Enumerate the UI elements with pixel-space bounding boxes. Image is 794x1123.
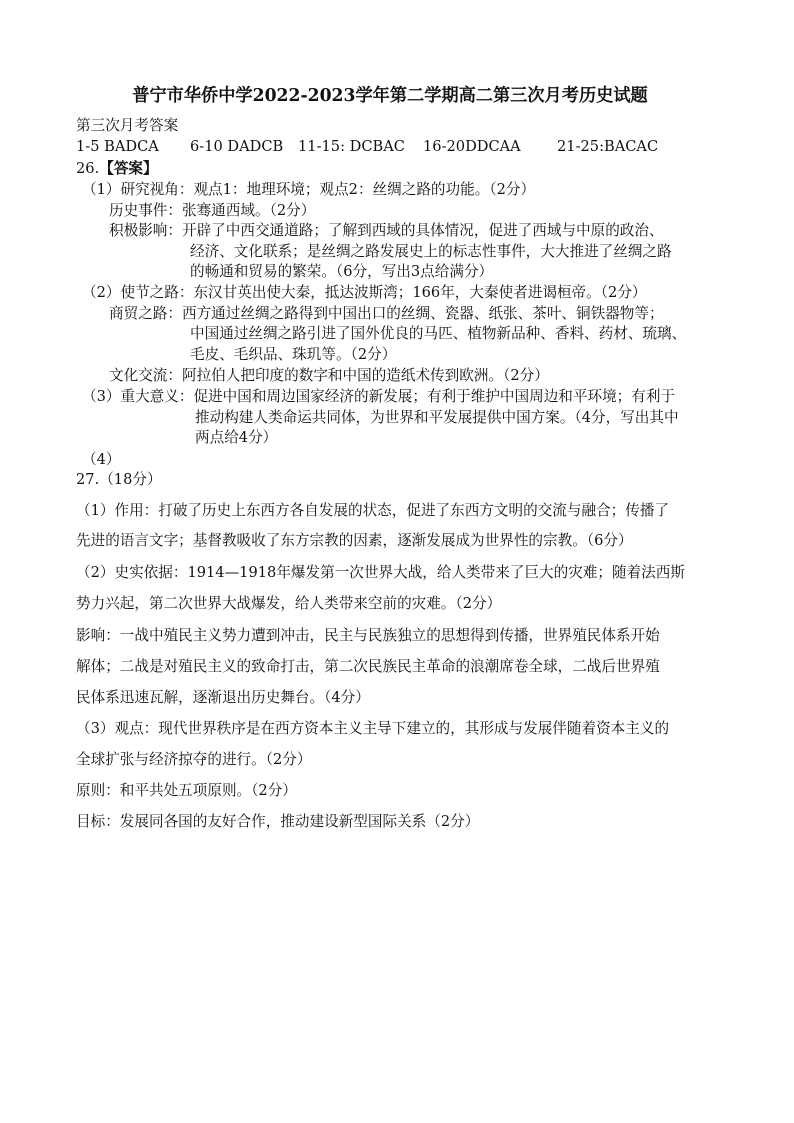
choice-key-16-20: 16-20DDCAA (423, 138, 521, 155)
question-27-heading: 27.（18分） (76, 471, 162, 488)
choice-key-6-10: 6-10 DADCB (190, 138, 284, 155)
question-number: 26. (76, 160, 100, 177)
q27-part3-line3: 原则：和平共处五项原则。（2分） (76, 782, 297, 799)
answer-tag: 【答案】 (99, 160, 158, 177)
q27-part2-line2: 势力兴起，第二次世界大战爆发，给人类带来空前的灾难。（2分） (76, 595, 502, 612)
q27-part2-line5: 民体系迅速瓦解，逐渐退出历史舞台。（4分） (76, 689, 370, 706)
q26-part3-line1: （3）重大意义：促进中国和周边国家经济的新发展；有利于维护中国周边和平环境；有利于 (82, 388, 676, 405)
q26-part2-line5: 文化交流：阿拉伯人把印度的数字和中国的造纸术传到欧洲。（2分） (109, 367, 549, 384)
choice-key-21-25: 21-25:BACAC (557, 138, 659, 155)
q26-part4: （4） (82, 451, 121, 468)
q26-part2-line1: （2）使节之路：东汉甘英出使大秦，抵达波斯湾；166年，大秦使者进谒桓帝。（2分） (82, 284, 647, 301)
page-title: 普宁市华侨中学2022-2023学年第二学期高二第三次月考历史试题 (132, 86, 648, 106)
q27-part1-line1: （1）作用：打破了历史上东西方各自发展的状态，促进了东西方文明的交流与融合；传播了 (76, 502, 670, 519)
q26-part1-line3: 积极影响：开辟了中西交通道路；了解到西域的具体情况，促进了西域与中原的政治、 (109, 222, 664, 239)
q27-part3-line4: 目标：发展同各国的友好合作，推动建设新型国际关系（2分） (76, 813, 480, 830)
choice-key-11-15: 11-15: DCBAC (298, 138, 405, 155)
q26-part2-line2: 商贸之路：西方通过丝绸之路得到中国出口的丝绸、瓷器、纸张、茶叶、铜铁器物等； (109, 305, 664, 322)
q26-part1-line1: （1）研究视角：观点1：地理环境；观点2：丝绸之路的功能。（2分） (82, 181, 536, 198)
q26-part1-line4: 经济、文化联系；是丝绸之路发展史上的标志性事件，大大推进了丝绸之路 (190, 243, 672, 260)
question-26-heading (76, 159, 158, 179)
q27-part1-line2: 先进的语言文字；基督教吸收了东方宗教的因素，逐渐发展成为世界性的宗教。（6分） (76, 532, 633, 549)
choice-key-1-5: 1-5 BADCA (76, 138, 159, 155)
q26-part1-line2: 历史事件：张骞通西域。（2分） (109, 202, 316, 219)
q26-part3-line2: 推动构建人类命运共同体，为世界和平发展提供中国方案。（4分，写出其中 (195, 409, 679, 426)
q27-part2-line4: 解体；二战是对殖民主义的致命打击，第二次民族民主革命的浪潮席卷全球，二战后世界殖 (76, 658, 660, 675)
q26-part2-line4: 毛皮、毛织品、珠玑等。（2分） (190, 346, 397, 363)
q27-part3-line2: 全球扩张与经济掠夺的进行。（2分） (76, 751, 312, 768)
q26-part2-line3: 中国通过丝绸之路引进了国外优良的马匹、植物新品种、香料、药材、琉璃、 (190, 325, 687, 342)
q27-part3-line1: （3）观点：现代世界秩序是在西方资本主义主导下建立的，其形成与发展伴随着资本主义的 (76, 720, 670, 737)
q27-part2-line3: 影响：一战中殖民主义势力遭到冲击，民主与民族独立的思想得到传播，世界殖民体系开始 (76, 627, 660, 644)
q27-part2-line1: （2）史实依据：1914—1918年爆发第一次世界大战，给人类带来了巨大的灾难；随着法西斯 (76, 564, 685, 581)
answer-header: 第三次月考答案 (76, 117, 179, 134)
q26-part1-line5: 的畅通和贸易的繁荣。（6分，写出3点给满分） (190, 263, 494, 280)
q26-part3-line3: 两点给4分） (195, 429, 278, 446)
